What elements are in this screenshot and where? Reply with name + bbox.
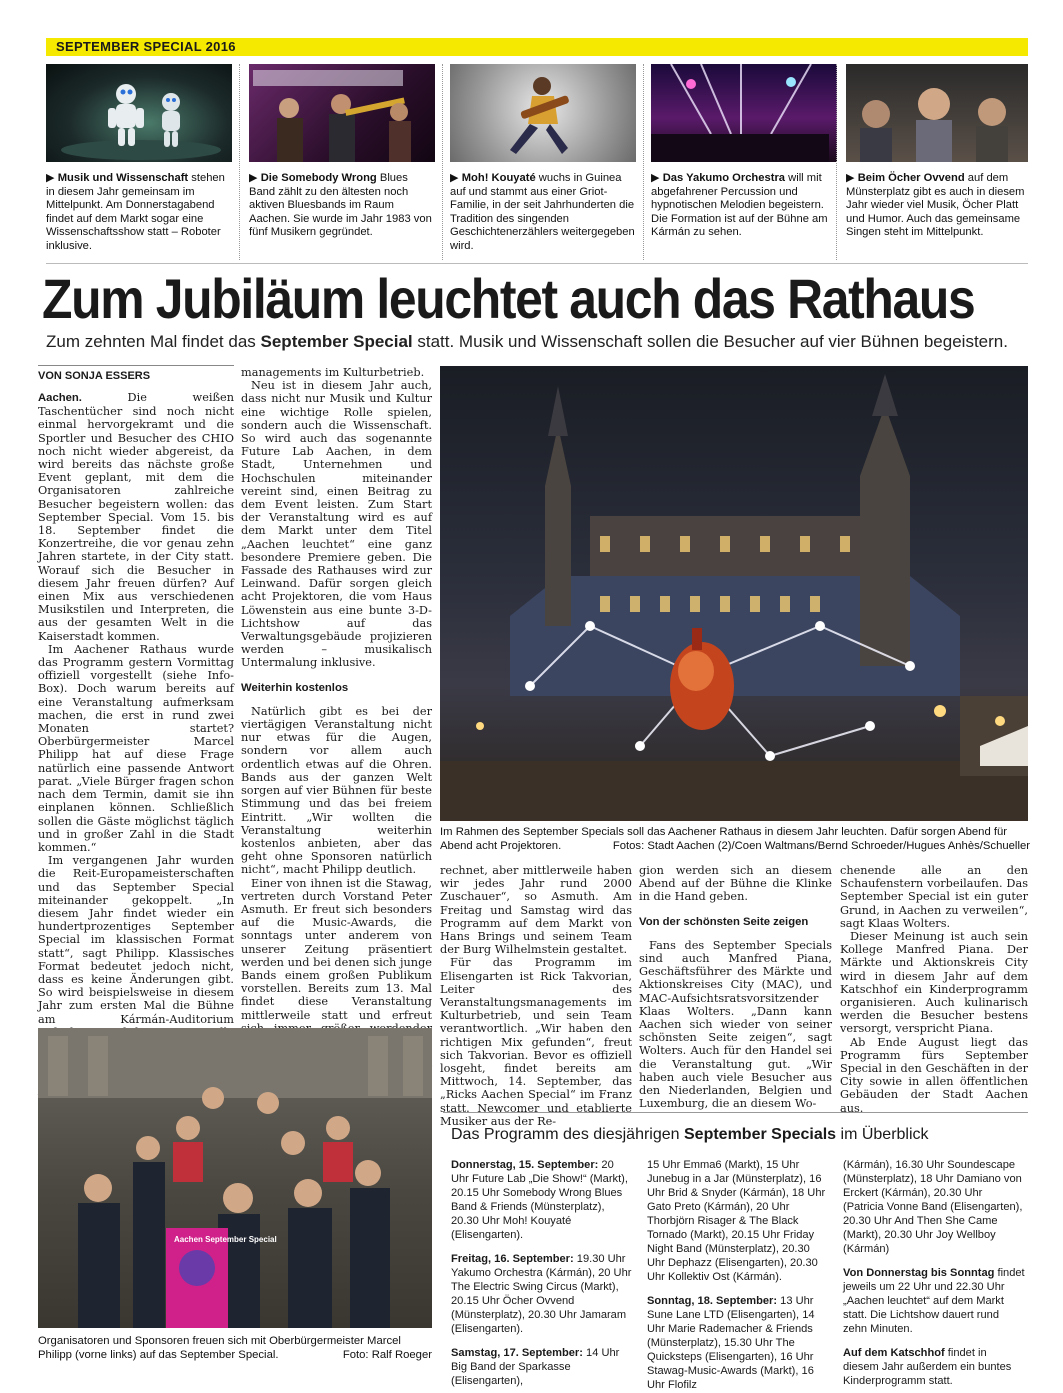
article-column-1 — [38, 391, 234, 1105]
subheading: Weiterhin kostenlos — [241, 681, 349, 694]
paragraph: Ab Ende August liegt das Programm fürs September Special in den Geschäften in der City sowie in allen öffentlichen Gebäuden der Stadt Aachen aus. — [840, 1035, 1028, 1115]
paragraph: rechnet, aber mittlerweile haben wir jedes Jahr rund 2000 Zuschauer“, so Asmuth. Am Freitag und Samstag wird das Programm auf dem Markt von Hans Brings und seinem Team der Burg Wilhelmstein gestaltet. — [440, 864, 632, 957]
paragraph: managements im Kulturbetrieb. — [241, 366, 425, 379]
teaser-yakumo — [651, 64, 837, 240]
subheading: Von der schönsten Seite zeigen — [639, 915, 809, 928]
main-photo-caption: Im Rahmen des September Specials soll das Aachener Rathaus in diesem Jahr leuchten. Dafür sorgen Abend für Abend acht Projektoren. Fotos: Stadt Aachen (2)/Coen Waltmans/Bernd Schroeder/Hugues Anhès/Schueller — [440, 826, 1030, 852]
article-column-4 — [639, 864, 832, 1110]
paragraph: Aachen. Die weißen Taschentücher sind noch nicht einmal hervorgekramt und die Sportler und Besucher des CHIO noch nicht wieder abgereist, da wird bereits das nächste große Event geplant, mit dem die Organisatoren zahlreiche Besucher begeistern wollen: das September Special. Vom 15. bis 18. September findet die Konzertreihe, die vor genau zehn Jahren startete, in der City statt. Worauf sich die Besucher in diesem Jahr freuen dürfen? Auf einen Mix aus verschiedenen Musikstilen und Interpreten, die aus der gesamten Welt in die Kaiserstadt kommen. — [38, 391, 234, 643]
program-info-box — [443, 1112, 1028, 1391]
article-column-5 — [840, 864, 1028, 1115]
group-photo — [38, 1028, 432, 1328]
paragraph: Neu ist in diesem Jahr auch, dass nicht nur Musik und Kultur eine wichtige Rolle spielen, sondern auch die Wissenschaft. So wird auch das sogenannte Future Lab Aachen, in dem Stadt, Unternehmen und Hochschulen miteinander vereint sind, einen Beitrag zu dem Event leisten. Zum Start der Veranstaltung wird es auf dem Markt unter dem Titel „Aachen leuchtet“ eine ganz besondere Premiere geben. Die Fassade des Rathauses wird zur Leinwand. Dafür sorgen gleich acht Projektoren, die vom Haus Löwenstein aus eine bunte 3-D-Lichtshow auf das Verwaltungsgebäude projizieren werden – musikalisch Untermalung inklusive. — [241, 379, 432, 670]
info-box-column-3 — [843, 1158, 1025, 1393]
teaser-text: ▶ Beim Öcher Ovvend auf dem Münsterplatz gibt es auch in diesem Jahr wieder viel Musik, Öcher Platt und Humor. Auch das gemeinsame Singen steht im Mittelpunkt. — [846, 172, 1025, 239]
main-photo-town-hall — [440, 366, 1028, 821]
paragraph: gion werden sich an diesem Abend auf der Bühne die Klinke in die Hand geben. — [639, 864, 832, 904]
group-photo-caption: Organisatoren und Sponsoren freuen sich mit Oberbürgermeister Marcel Philipp (vorne links) auf das September Special. Foto: Ralf Roeger — [38, 1335, 432, 1361]
info-box-column-2 — [647, 1158, 829, 1393]
teaser-photo-robots — [46, 64, 232, 162]
headline: Zum Jubiläum leuchtet auch das Rathaus — [42, 267, 975, 330]
teaser-photo-oecher-ovvend — [846, 64, 1028, 162]
paragraph: Fans des September Specials sind auch Manfred Piana, Geschäftsführer des Märkte und Aktionskreises City (MAC), und MAC-Aufsichtsratsvorsitzender Klaas Wolters. „Dann kann Aachen sich wieder von seiner schönsten Seite zeigen“, sagt Wolters. Auch für den Handel sei die Veranstaltung gut. „Wir haben auch viele Besucher aus den Niederlanden, Belgien und Luxemburg, die an diesem Wo- — [639, 938, 832, 1111]
section-banner-label: SEPTEMBER SPECIAL 2016 — [56, 39, 236, 54]
teaser-text: ▶ Das Yakumo Orchestra will mit abgefahrener Percussion und hypnotischen Melodien begeistern. Die Formation ist auf der Bühne am Kármán zu sehen. — [651, 172, 828, 239]
paragraph: Einer von ihnen ist die Stawag, vertreten durch Vorstand Peter Asmuth. Er freut sich besonders auf die Music-Awards, die sonntags unter anderem von unserer Zeitung präsentiert werden und bei denen sich junge Bands einem großen Publikum vorstellen. Bereits zum 13. Mal findet diese Veranstaltung mittlerweile statt und erfreut — [241, 876, 432, 1022]
teaser-photo-blues-band — [249, 64, 435, 162]
poster-lettering: Aachen September Special — [174, 1235, 277, 1244]
robots-illustration — [46, 64, 232, 162]
program-note: Auf dem Katschhof findet in diesem Jahr außerdem ein buntes Kinderprogramm statt. — [843, 1347, 1012, 1387]
teaser-divider — [836, 64, 837, 260]
program-day: 15 Uhr Emma6 (Markt), 15 Uhr Junebug in a Jar (Münsterplatz), 16 Uhr Brid & Snyder (Kármán), 18 Uhr Gato Preto (Kármán), 20 Uhr Thorbjörn Risager & The Black Tornado (Markt), 20.15 Uhr Friday Night Band (Münsterplatz), 20.30 Uhr Dephazz (Elisengarten), 20.30 Uhr Kollektiv Ost (Kármán). — [647, 1159, 826, 1283]
photo-credit: Fotos: Stadt Aachen (2)/Coen Waltmans/Bernd Schroeder/Hugues Anhès/Schueller — [612, 840, 1030, 852]
paragraph: Für das Programm im Elisengarten ist Rick Takvorian, Leiter des Veranstaltungsmanagements im Kulturbetrieb, und sein Team verantwortlich. „Wir haben den richtigen Mix gefunden“, freut sich Takvorian. Bevor es offiziell losgeht, findet bereits am Mittwoch, 14. September, das „Ricks Aachen Special“ im Franz statt. Newcomer und etablierte Musiker aus der Re- — [440, 956, 632, 1128]
paragraph: Dieser Meinung ist auch sein Kollege Manfred Piana. Der Märkte und Aktionskreis City wird in diesem Jahr auf dem Katschhof ein Kinderprogramm organisieren. Auch kulinarisch werden die Besucher bestens versorgt, verspricht Piana. — [840, 930, 1028, 1036]
program-day: Freitag, 16. September: 19.30 Uhr Yakumo Orchestra (Kármán), 20 Uhr The Electric Swing Circus (Markt), 20.15 Uhr Öcher Ovvend (Münsterplatz), 20.30 Uhr Jamaram (Elisengarten). — [451, 1253, 632, 1335]
teaser-robots — [46, 64, 232, 254]
program-day: Samstag, 17. September: 14 Uhr Big Band der Sparkasse (Elisengarten), — [451, 1347, 620, 1387]
article-column-2 — [241, 366, 432, 1088]
info-box-title: Das Programm des diesjährigen September Specials im Überblick — [451, 1126, 929, 1143]
crowd-illustration — [846, 64, 1028, 162]
teaser-photo-yakumo — [651, 64, 837, 162]
teaser-kouyate — [450, 64, 636, 254]
teaser-blues-band — [249, 64, 435, 240]
paragraph: chenende alle an den Schaufenstern vorbeilaufen. Das September Special ist ein guter Grund, in Aachen zu verweilen“, sagt Klaas Wolters. — [840, 864, 1028, 930]
program-note: Von Donnerstag bis Sonntag findet jeweils um 22 Uhr und 22.30 Uhr „Aachen leuchtet“ auf dem Markt statt. Die Lichtshow dauert rund zehn Minuten. — [843, 1267, 1025, 1335]
town-hall-illustration — [440, 366, 1028, 821]
teaser-divider — [442, 64, 443, 260]
photo-credit: Foto: Ralf Roeger — [342, 1349, 432, 1361]
teaser-divider — [643, 64, 644, 260]
byline: VON SONJA ESSERS — [38, 365, 234, 382]
program-day: (Kármán), 16.30 Uhr Soundescape (Münsterplatz), 18 Uhr Damiano von Erckert (Kármán), 20.30 Uhr (Patricia Vonne Band (Elisengarten), 20.30 Uhr And Then She Came (Markt), 20.30 Uhr Joy Wellboy (Kármán) — [843, 1159, 1023, 1255]
program-day: Sonntag, 18. September: 13 Uhr Sune Lane LTD (Elisengarten), 14 Uhr Marie Rademacher & Friends (Münsterplatz), 15.30 Uhr The Quicksteps (Elisengarten), 16 Uhr Stawag-Music-Awards (Markt), 16 Uhr Flofilz — [647, 1295, 815, 1391]
group-illustration — [38, 1028, 432, 1328]
teaser-text: ▶ Die Somebody Wrong Blues Band zählt zu den ältesten noch aktiven Bluesbands im Raum Aachen. Sie wurde im Jahr 1983 von fünf Musikern gegründet. — [249, 172, 432, 239]
teaser-text: ▶ Musik und Wissenschaft stehen in diesem Jahr gemeinsam im Mittelpunkt. Am Donnerstagabend findet auf dem Markt sogar eine Wissenschaftsshow statt – Roboter inklusive. — [46, 172, 225, 252]
stage-illustration — [651, 64, 829, 162]
program-day: Donnerstag, 15. September: 20 Uhr Future Lab „Die Show!“ (Markt), 20.15 Uhr Somebody Wrong Blues Band & Friends (Münsterplatz), 20.30 Uhr Moh! Kouyaté (Elisengarten). — [451, 1159, 628, 1241]
info-box-column-1 — [451, 1158, 633, 1393]
teaser-text: ▶ Moh! Kouyaté wuchs in Guinea auf und stammt aus einer Griot-Familie, in der seit Jahrhunderten die Tradition des singenden Geschichtenerzählers weitergegeben wird. — [450, 172, 635, 252]
teaser-oecher-ovvend — [846, 64, 1028, 240]
paragraph: Natürlich gibt es bei der viertägigen Veranstaltung nicht nur etwas für die Augen, sondern vor allem auch ordentlich etwas auf die Ohren. Bands aus der ganzen Welt sorgen auf vier Bühnen für beste Stimmung und das bei freiem Eintritt. „Wir wollten die Veranstaltung weiterhin kostenlos anbieten, aber das geht ohne Sponsoren natürlich nicht“, macht Philipp deutlich. — [241, 704, 432, 877]
teaser-divider — [239, 64, 240, 260]
lead-paragraph: Zum zehnten Mal findet das September Special statt. Musik und Wissenschaft sollen die Besucher auf vier Bühnen begeistern. — [46, 332, 1008, 351]
paragraph: Im Aachener Rathaus wurde das Programm gestern Vormittag offiziell vorgestellt (siehe Info-Box). Doch warum bereits auf eine Veranstaltung aufmerksam machen, die erst in rund zwei Monaten startet? Oberbürgermeister Marcel Philipp hat auf diese Frage natürlich eine passende Antwort parat. „Viele Bürger fragen schon nach dem Termin, damit sie ihn einplanen können. Schließlich sollen die Gäste möglichst täglich und in großer Zahl in die Stadt kommen.“ — [38, 642, 234, 854]
guitarist-illustration — [450, 64, 636, 162]
divider — [46, 263, 1028, 264]
section-banner — [46, 38, 1028, 56]
band-illustration — [249, 64, 435, 162]
paragraph: Im vergangenen Jahr wurden die Reit-Europameisterschaften und das September Special miteinander gekoppelt. „In diesem Jahr findet wieder ein hundertprozentiges September Special im klassischen Format statt“, sagt Philipp. Klassisches Format bedeutet jedoch nicht, dass es keine Änderungen gibt. So wird beispielsweise in diesem Jahr zum ersten Mal die Bühne am Kármán-Auditorium — [38, 854, 234, 1026]
article-column-3 — [440, 864, 632, 1128]
teaser-photo-kouyate — [450, 64, 636, 162]
